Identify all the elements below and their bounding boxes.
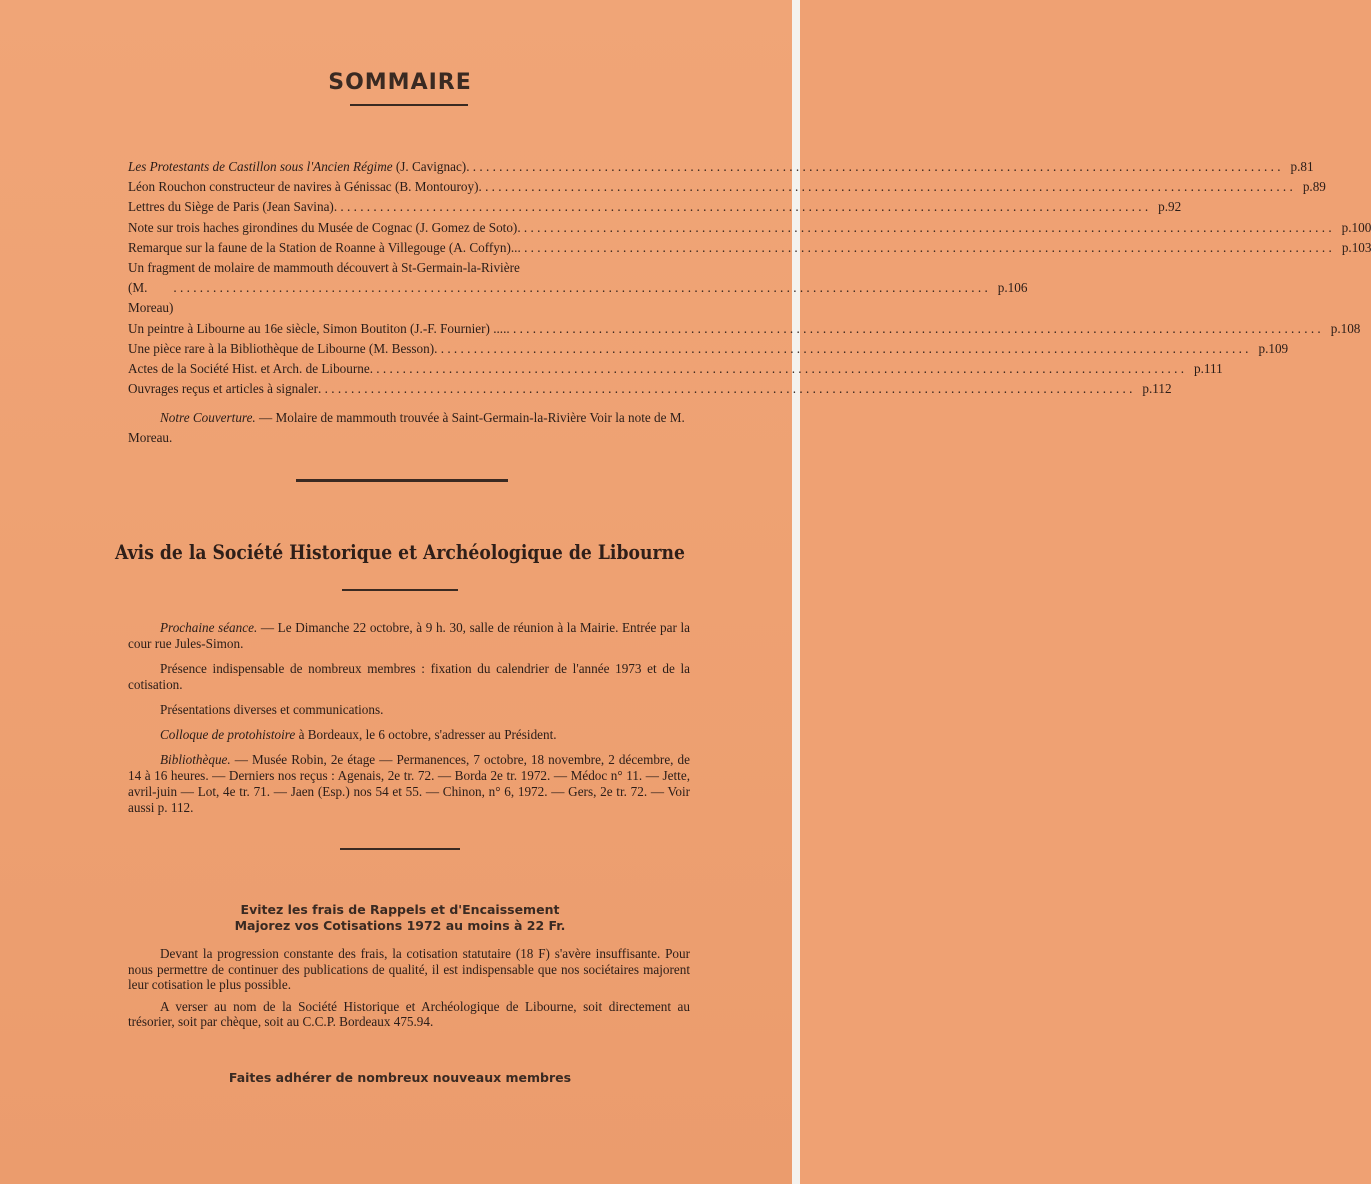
toc-p-label: p. — [1290, 159, 1301, 174]
toc-leader-dots — [173, 278, 987, 318]
toc-p-label: p. — [1330, 320, 1341, 336]
toc-page-number: 103 — [1351, 239, 1371, 255]
notice-heading-line2: Majorez vos Cotisations 1972 au moins à 22 Fr. — [234, 918, 566, 933]
toc-p-label: p. — [1158, 199, 1169, 215]
toc-entry-title: Les Protestants de Castillon sous l'Ancien Régime — [128, 159, 393, 174]
avis-label: Prochaine séance. — [160, 620, 258, 635]
toc-leader-dots — [334, 197, 1148, 217]
toc-leader-dots — [506, 319, 1320, 339]
toc-leader-dots — [517, 218, 1331, 238]
toc-page-number: 81 — [1300, 159, 1314, 174]
avis-paragraph: Présence indispensable de nombreux membres : fixation du calendrier de l'année 1973 et de la cotisation. — [128, 661, 690, 692]
footer-appeal: Faites adhérer de nombreux nouveaux membres — [228, 1070, 572, 1085]
avis-paragraph — [128, 620, 690, 652]
toc-p-label: p. — [1341, 219, 1352, 235]
toc-p-label: p. — [1341, 239, 1352, 255]
toc-entry — [128, 218, 1371, 238]
toc-entry — [128, 319, 1361, 339]
toc-entry — [128, 177, 1326, 197]
toc-p-label: p. — [1194, 361, 1204, 377]
notice-body — [128, 946, 690, 1036]
toc-entry — [128, 339, 1289, 359]
avis-label: Colloque de protohistoire — [160, 727, 296, 742]
avis-title: Avis de la Société Historique et Archéologique de Libourne — [115, 540, 685, 564]
sommaire-title: SOMMAIRE — [328, 70, 472, 95]
notice-divider — [340, 848, 460, 850]
avis-paragraph — [128, 752, 690, 816]
toc-p-label: p. — [1258, 340, 1269, 356]
toc-p-label: p. — [997, 280, 1008, 296]
avis-paragraph — [128, 727, 690, 743]
avis-body — [128, 620, 690, 825]
avis-text: — Le Dimanche 22 octobre, à 9 h. 30, salle de réunion à la Mairie. Entrée par la cour rue Jules-Simon. — [128, 620, 691, 651]
avis-underline — [342, 589, 458, 591]
notice-paragraph: A verser au nom de la Société Historique et Archéologique de Libourne, soit directement au trésorier, soit par chèque, soit au C.C.P. Bordeaux 475.94. — [128, 998, 690, 1029]
toc-entry — [128, 197, 1182, 217]
cover-note-label: Notre Couverture. — [160, 410, 256, 425]
toc-page-number: 89 — [1312, 179, 1326, 195]
notice-heading — [0, 902, 800, 934]
toc-entry — [128, 379, 1172, 399]
notice-heading-line1: Evitez les frais de Rappels et d'Encaissement — [240, 902, 560, 917]
toc-page-number: 108 — [1340, 320, 1361, 336]
toc-leader-dots — [434, 339, 1248, 359]
toc-entry — [128, 238, 1371, 258]
avis-label: Bibliothèque. — [160, 752, 231, 767]
title-underline — [350, 104, 468, 106]
toc-entry-title: Remarque sur la faune de la Station de Roanne à Villegouge (A. Coffyn).. — [128, 239, 518, 255]
toc-entry-title: Actes de la Société Hist. et Arch. de Libourne — [128, 361, 370, 377]
avis-text: à Bordeaux, le 6 octobre, s'adresser au Président. — [295, 727, 557, 742]
toc-entry — [128, 359, 1223, 379]
toc-page-number: 92 — [1168, 199, 1182, 215]
toc-entry-title: Une pièce rare à la Bibliothèque de Libourne (M. Besson) — [128, 340, 435, 356]
toc-entry-author: (M. Moreau) — [128, 280, 174, 316]
toc-page-number: 100 — [1351, 219, 1371, 235]
toc-p-label: p. — [1302, 179, 1313, 195]
cover-note-text: — Molaire de mammouth trouvée à Saint-Germain-la-Rivière Voir la note de M. Moreau. — [128, 410, 685, 445]
toc-leader-dots — [517, 238, 1331, 258]
section-divider — [296, 479, 508, 482]
toc-entry-title: Lettres du Siège de Paris (Jean Savina) — [128, 199, 334, 215]
toc-entry-title: Léon Rouchon constructeur de navires à Génissac (B. Montouroy) — [128, 179, 479, 195]
toc-page-number: 106 — [1007, 280, 1028, 296]
avis-paragraph: Présentations diverses et communications. — [160, 702, 384, 717]
toc-page-number: 112 — [1152, 381, 1172, 397]
toc-leader-dots — [370, 359, 1184, 379]
toc-entry — [128, 157, 1314, 177]
toc-p-label: p. — [1142, 381, 1153, 397]
table-of-contents — [128, 157, 1371, 399]
toc-leader-dots — [466, 157, 1280, 177]
notice-paragraph: Devant la progression constante des frais, la cotisation statutaire (18 F) s'avère insuffisante. Pour nous permettre de continuer des publications de qualité, il est indispensable que nos sociétaires majorent leur cotisation le plus possible. — [128, 946, 690, 992]
toc-entry-title: Un peintre à Libourne au 16e siècle, Simon Boutiton (J.-F. Fournier) .... — [128, 320, 507, 336]
toc-entry-author: (J. Cavignac) — [395, 159, 467, 174]
avis-text: — Musée Robin, 2e étage — Permanences, 7 octobre, 18 novembre, 2 décembre, de 14 à 16 heures. — Derniers nos reçus : Agenais, 2e tr. 72. — Borda 2e tr. 1972. — Médoc n° 11. — Jette, avril-juin — Lot, 4e tr. 71. — Jaen (Esp.) nos 54 et 55. — Chinon, n° 6, 1972. — Gers, 2e tr. 72. — Voir aussi p. 112. — [128, 752, 690, 815]
cover-note — [128, 408, 690, 448]
toc-page-number: 111 — [1203, 361, 1223, 377]
toc-entry-title: Ouvrages reçus et articles à signaler — [128, 381, 319, 397]
toc-page-number: 109 — [1268, 340, 1289, 356]
toc-leader-dots — [318, 379, 1132, 399]
toc-leader-dots — [478, 177, 1292, 197]
toc-entry — [128, 258, 1028, 319]
toc-entry-title: Un fragment de molaire de mammouth découvert à St-Germain-la-Rivière — [128, 260, 520, 276]
toc-entry-title: Note sur trois haches girondines du Musée de Cognac (J. Gomez de Soto) — [128, 219, 518, 235]
